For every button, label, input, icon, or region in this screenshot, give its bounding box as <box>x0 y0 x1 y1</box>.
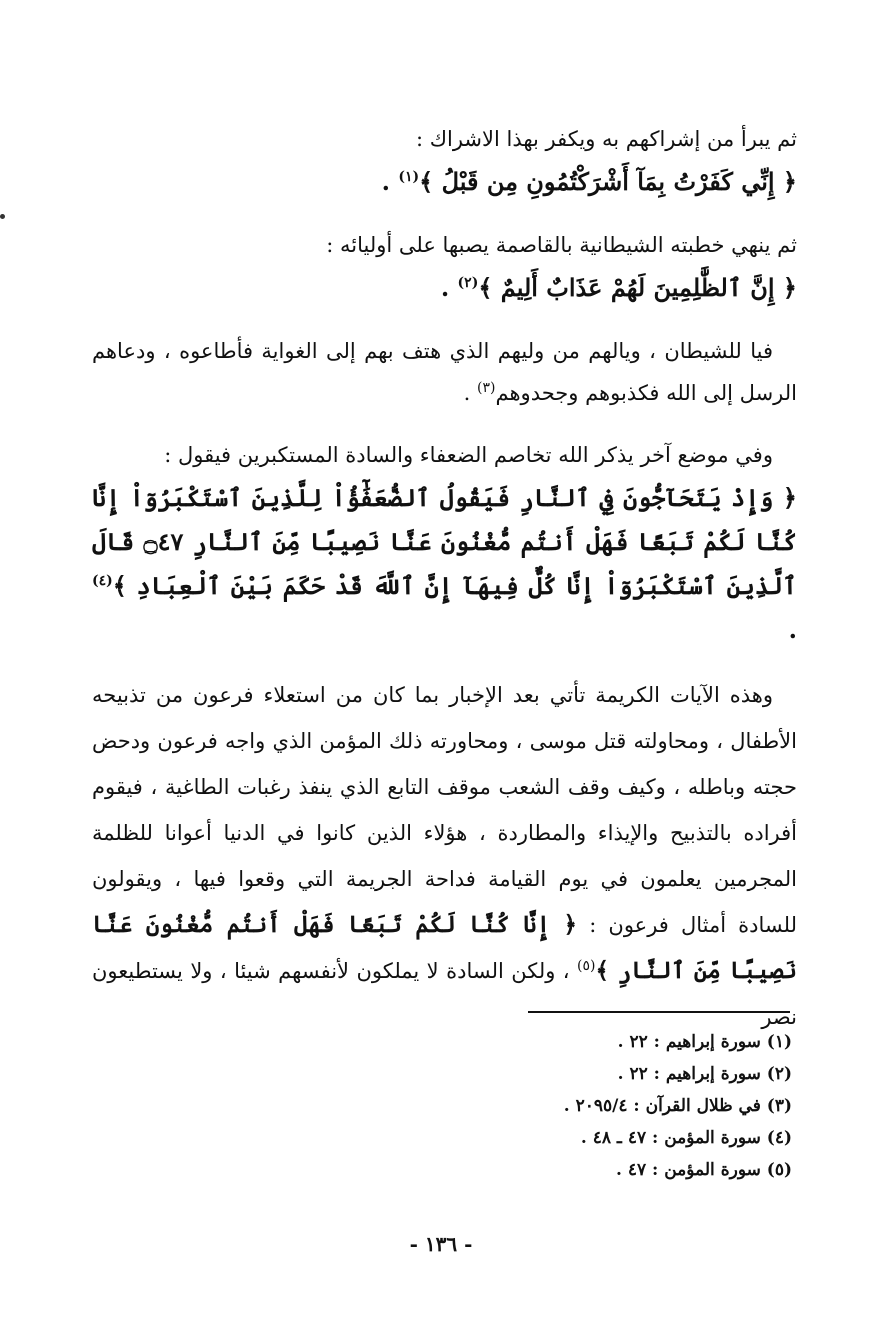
verse-text: ﴿ إِنِّي كَفَرْتُ بِمَآ أَشْرَكْتُمُونِ مِن قَبْلُ ﴾ <box>419 167 797 196</box>
paragraph-intro <box>92 434 797 476</box>
paragraph-intro <box>92 224 797 266</box>
sentence-end: . <box>788 615 797 644</box>
footnote-reference: (٥) <box>577 958 596 974</box>
paragraph-text: فيا للشيطان ، ويالهم من وليهم الذي هتف بهم إلى الغواية فأطاعوه ، ودعاهم الرسل إلى الله فكذبوهم وجحدوهم <box>92 339 797 405</box>
footnote-reference: (٤) <box>92 573 113 589</box>
paragraph-text-continued: ، ولكن السادة لا يملكون لأنفسهم شيئا ، ولا يستطيعون نصر <box>92 959 797 1029</box>
quran-verse <box>92 160 797 204</box>
verse-text: ﴿ إِنَّا كُنَّا لَكُمْ تَبَعًا فَهَلْ أَنتُم مُّغْنُونَ عَنَّا نَصِيبًا مِّنَ ٱلنَّارِ ﴾ <box>92 911 797 984</box>
paragraph <box>92 672 797 1040</box>
sentence-end: . <box>463 381 478 405</box>
main-text <box>92 118 797 1040</box>
footnote-separator <box>528 1011 790 1013</box>
intro-text: ثم ينهي خطبته الشيطانية بالقاصمة يصبها على أوليائه : <box>326 233 797 257</box>
scan-edge-mark <box>0 214 5 219</box>
sentence-end: . <box>440 273 458 302</box>
footnote-reference: (٢) <box>457 275 479 291</box>
footnote-reference: (٣) <box>477 380 496 396</box>
quran-verse <box>92 476 797 652</box>
quran-verse <box>92 266 797 310</box>
footnote-item: (٥) سورة المؤمن : ٤٧ . <box>616 1160 792 1180</box>
paragraph <box>92 330 797 414</box>
footnote-item: (٤) سورة المؤمن : ٤٧ ـ ٤٨ . <box>580 1128 792 1148</box>
verse-text: ﴿ وَإِذْ يَتَحَآجُّونَ فِي ٱلنَّارِ فَيَقُولُ ٱلضُّعَفَٰٓؤُاْ لِلَّذِينَ ٱسْتَكْبَرُوٓاْ إِنَّا كُنَّا لَكُمْ تَبَعًا فَهَلْ أَنتُم مُّغْنُونَ عَنَّا نَصِيبًا مِّنَ ٱلنَّارِ ۝٤٧ قَالَ ٱلَّذِينَ ٱسْتَكْبَرُوٓاْ إِنَّا كُلٌّ فِيهَآ إِنَّ ٱللَّهَ قَدْ حَكَمَ بَيْنَ ٱلْعِبَادِ ﴾ <box>92 483 798 600</box>
page-number: - ١٣٦ - <box>409 1232 473 1256</box>
footnote-item: (٢) سورة إبراهيم : ٢٢ . <box>617 1064 792 1084</box>
intro-text: وفي موضع آخر يذكر الله تخاصم الضعفاء والسادة المستكبرين فيقول : <box>164 443 773 467</box>
sentence-end: . <box>381 167 399 196</box>
intro-text: ثم يبرأ من إشراكهم به ويكفر بهذا الاشراك : <box>415 127 797 151</box>
paragraph-text: وهذه الآيات الكريمة تأتي بعد الإخبار بما كان من استعلاء فرعون من تذبيحه الأطفال ، ومحاولته قتل موسى ، ومحاورته ذلك المؤمن الذي واجه فرعون ودحض حجته وباطله ، وكيف وقف الشعب موقف التابع الذي ينفذ رغبات الطاغية ، فيقوم أفراده بالتذبيح والإيذاء والمطاردة ، هؤلاء الذين كانوا في الدنيا أعوانا للظلمة المجرمين يعلمون في يوم القيامة فداحة الجريمة التي وقعوا فيها ، ويقولون للسادة أمثال فرعون : <box>92 683 797 937</box>
footnotes <box>420 1026 792 1186</box>
footnote-item: (١) سورة إبراهيم : ٢٢ . <box>617 1032 792 1052</box>
verse-text: ﴿ إِنَّ ٱلظَّٰلِمِينَ لَهُمْ عَذَابٌ أَلِيمٌ ﴾ <box>478 273 797 302</box>
footnote-item: (٣) في ظلال القرآن : ٢٠٩٥/٤ . <box>563 1096 792 1116</box>
paragraph-intro <box>92 118 797 160</box>
footnote-reference: (١) <box>398 169 420 185</box>
